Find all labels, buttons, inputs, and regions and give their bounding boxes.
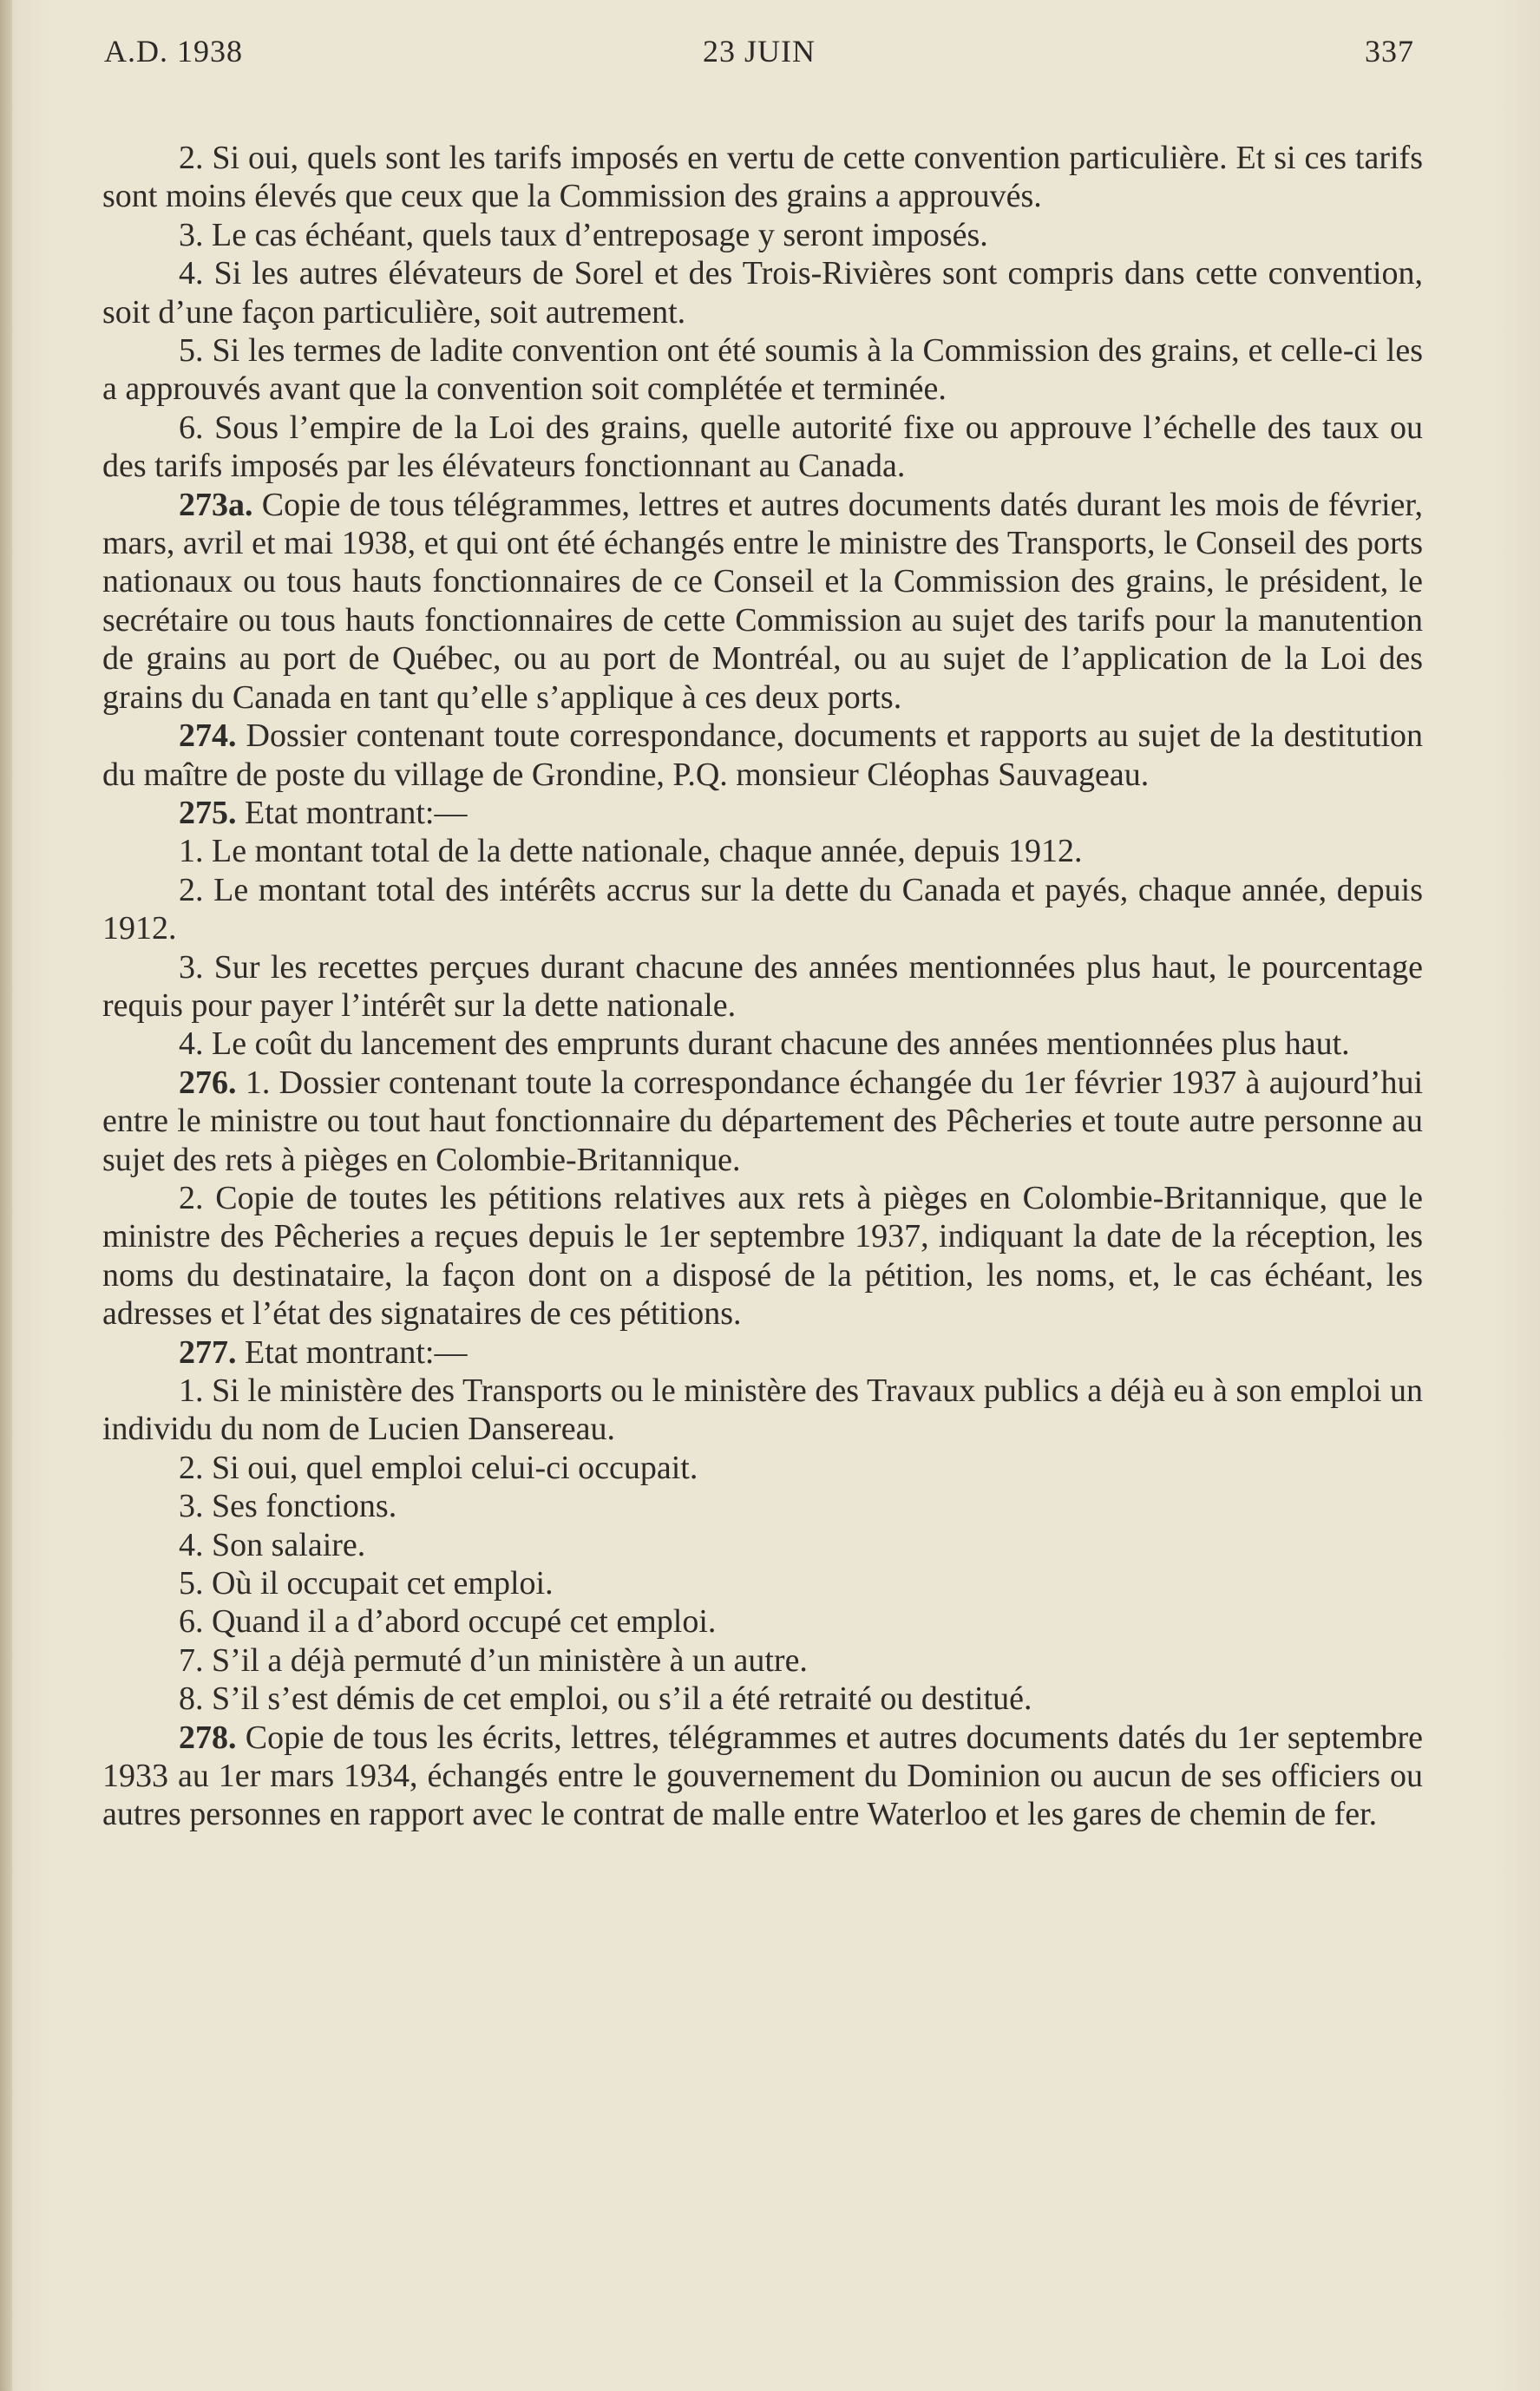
paragraph-275 [102,794,1423,832]
paragraph-text: Etat montrant:— [245,794,468,831]
paragraph-text: 5. Où il occupait cet emploi. [179,1565,554,1602]
paragraph [102,139,1423,216]
paragraph-number: 276. [179,1064,237,1101]
paragraph-text: 2. Copie de toutes les pétitions relatives aux rets à pièges en Colombie-Britannique, que le ministre des Pêcheries a reçues depuis le 1er septembre 1937, indiquant la date de la réception, les noms du destinataire, la façon dont on a disposé de la pétition, les noms, et, le cas échéant, les adresses et l’état des signataires de ces pétitions. [102,1179,1423,1333]
paragraph-text: 3. Le cas échéant, quels taux d’entreposage y seront imposés. [179,216,988,253]
paragraph [102,1025,1423,1063]
paragraph-text: Copie de tous télégrammes, lettres et autres documents datés durant les mois de février, mars, avril et mai 1938, et qui ont été échangés entre le ministre des Transports, le Conseil des ports nationaux ou tous hauts fonctionnaires de ce Conseil et la Commission des grains, le président, le secrétaire ou tous hauts fonctionnaires de cette Commission au sujet des tarifs pour la manutention de grains au port de Québec, ou au port de Montréal, ou au sujet de l’application de la Loi des grains du Canada en tant qu’elle s’applique à ces deux ports. [102,486,1424,716]
paragraph [102,1179,1423,1333]
paragraph-text: Copie de tous les écrits, lettres, télégrammes et autres documents datés du 1er septembre 1933 au 1er mars 1934, échangés entre le gouvernement du Dominion ou aucun de ses officiers ou autres personnes en rapport avec le contrat de malle entre Waterloo et les gares de chemin de fer. [102,1719,1424,1833]
paragraph [102,871,1423,948]
paragraph-text: 7. S’il a déjà permuté d’un ministère à un autre. [179,1641,808,1679]
paragraph-text: 1. Dossier contenant toute la correspondance échangée du 1er février 1937 à aujourd’hui entre le ministre ou tout haut fonctionnaire du département des Pêcheries et toute autre personne au sujet des rets à pièges en Colombie-Britannique. [102,1064,1424,1178]
paragraph-text: Etat montrant:— [245,1333,468,1371]
list-item [102,1487,1423,1525]
paragraph-text: 4. Le coût du lancement des emprunts durant chacune des années mentionnées plus haut. [179,1025,1350,1063]
list-item [102,1449,1423,1487]
page-binding-edge [0,0,12,2391]
paragraph [102,409,1423,486]
header-year: A.D. 1938 [104,34,243,69]
list-item [102,1602,1423,1641]
paragraph-text: 5. Si les termes de ladite convention ont été soumis à la Commission des grains, et celle-ci les a approuvés avant que la convention soit complétée et terminée. [102,332,1423,408]
paragraph [102,832,1423,870]
paragraph-text: 6. Quand il a d’abord occupé cet emploi. [179,1603,717,1641]
paragraph-text: 1. Le montant total de la dette nationale, chaque année, depuis 1912. [179,833,1083,870]
document-body [102,139,1423,1834]
list-item [102,1526,1423,1564]
paragraph-text: 4. Son salaire. [179,1526,366,1563]
paragraph-text: 6. Sous l’empire de la Loi des grains, quelle autorité fixe ou approuve l’échelle des taux ou des tarifs imposés par les élévateurs fonctionnant au Canada. [102,409,1423,485]
paragraph-text: Dossier contenant toute correspondance, documents et rapports au sujet de la destitution du maître de poste du village de Grondine, P.Q. monsieur Cléophas Sauvageau. [102,717,1424,793]
page-header [104,33,1414,76]
paragraph-text: 2. Si oui, quels sont les tarifs imposés en vertu de cette convention particulière. Et si ces tarifs sont moins élevés que ceux que la Commission des grains a approuvés. [102,140,1423,215]
paragraph-276 [102,1064,1423,1179]
header-date: 23 JUIN [703,34,816,69]
paragraph-number: 277. [179,1333,237,1371]
paragraph [102,948,1423,1025]
paragraph-text: 2. Si oui, quel emploi celui-ci occupait. [179,1449,698,1486]
paragraph-text: 8. S’il s’est démis de cet emploi, ou s’il a été retraité ou destitué. [179,1680,1032,1718]
paragraph [102,331,1423,409]
page-number: 337 [1365,34,1414,69]
paragraph [102,254,1423,331]
paragraph-number: 274. [179,717,237,755]
paragraph [102,1372,1423,1449]
list-item [102,1641,1423,1680]
paragraph-number: 278. [179,1719,237,1756]
paragraph-text: 3. Sur les recettes perçues durant chacune des années mentionnées plus haut, le pourcentage requis pour payer l’intérêt sur la dette nationale. [102,948,1423,1024]
paragraph-278 [102,1719,1423,1834]
paragraph-text: 2. Le montant total des intérêts accrus sur la dette du Canada et payés, chaque année, depuis 1912. [102,871,1423,947]
paragraph-274 [102,717,1423,794]
paragraph-277 [102,1333,1423,1372]
paragraph-273a [102,486,1423,717]
paragraph-text: 4. Si les autres élévateurs de Sorel et des Trois-Rivières sont compris dans cette convention, soit d’une façon particulière, soit autrement. [102,255,1423,331]
paragraph [102,216,1423,254]
list-item [102,1564,1423,1602]
list-item [102,1680,1423,1718]
paragraph-number: 273a. [179,486,253,523]
paragraph-number: 275. [179,794,237,831]
paragraph-text: 3. Ses fonctions. [179,1488,397,1525]
paragraph-text: 1. Si le ministère des Transports ou le ministère des Travaux publics a déjà eu à son emploi un individu du nom de Lucien Dansereau. [102,1372,1423,1448]
